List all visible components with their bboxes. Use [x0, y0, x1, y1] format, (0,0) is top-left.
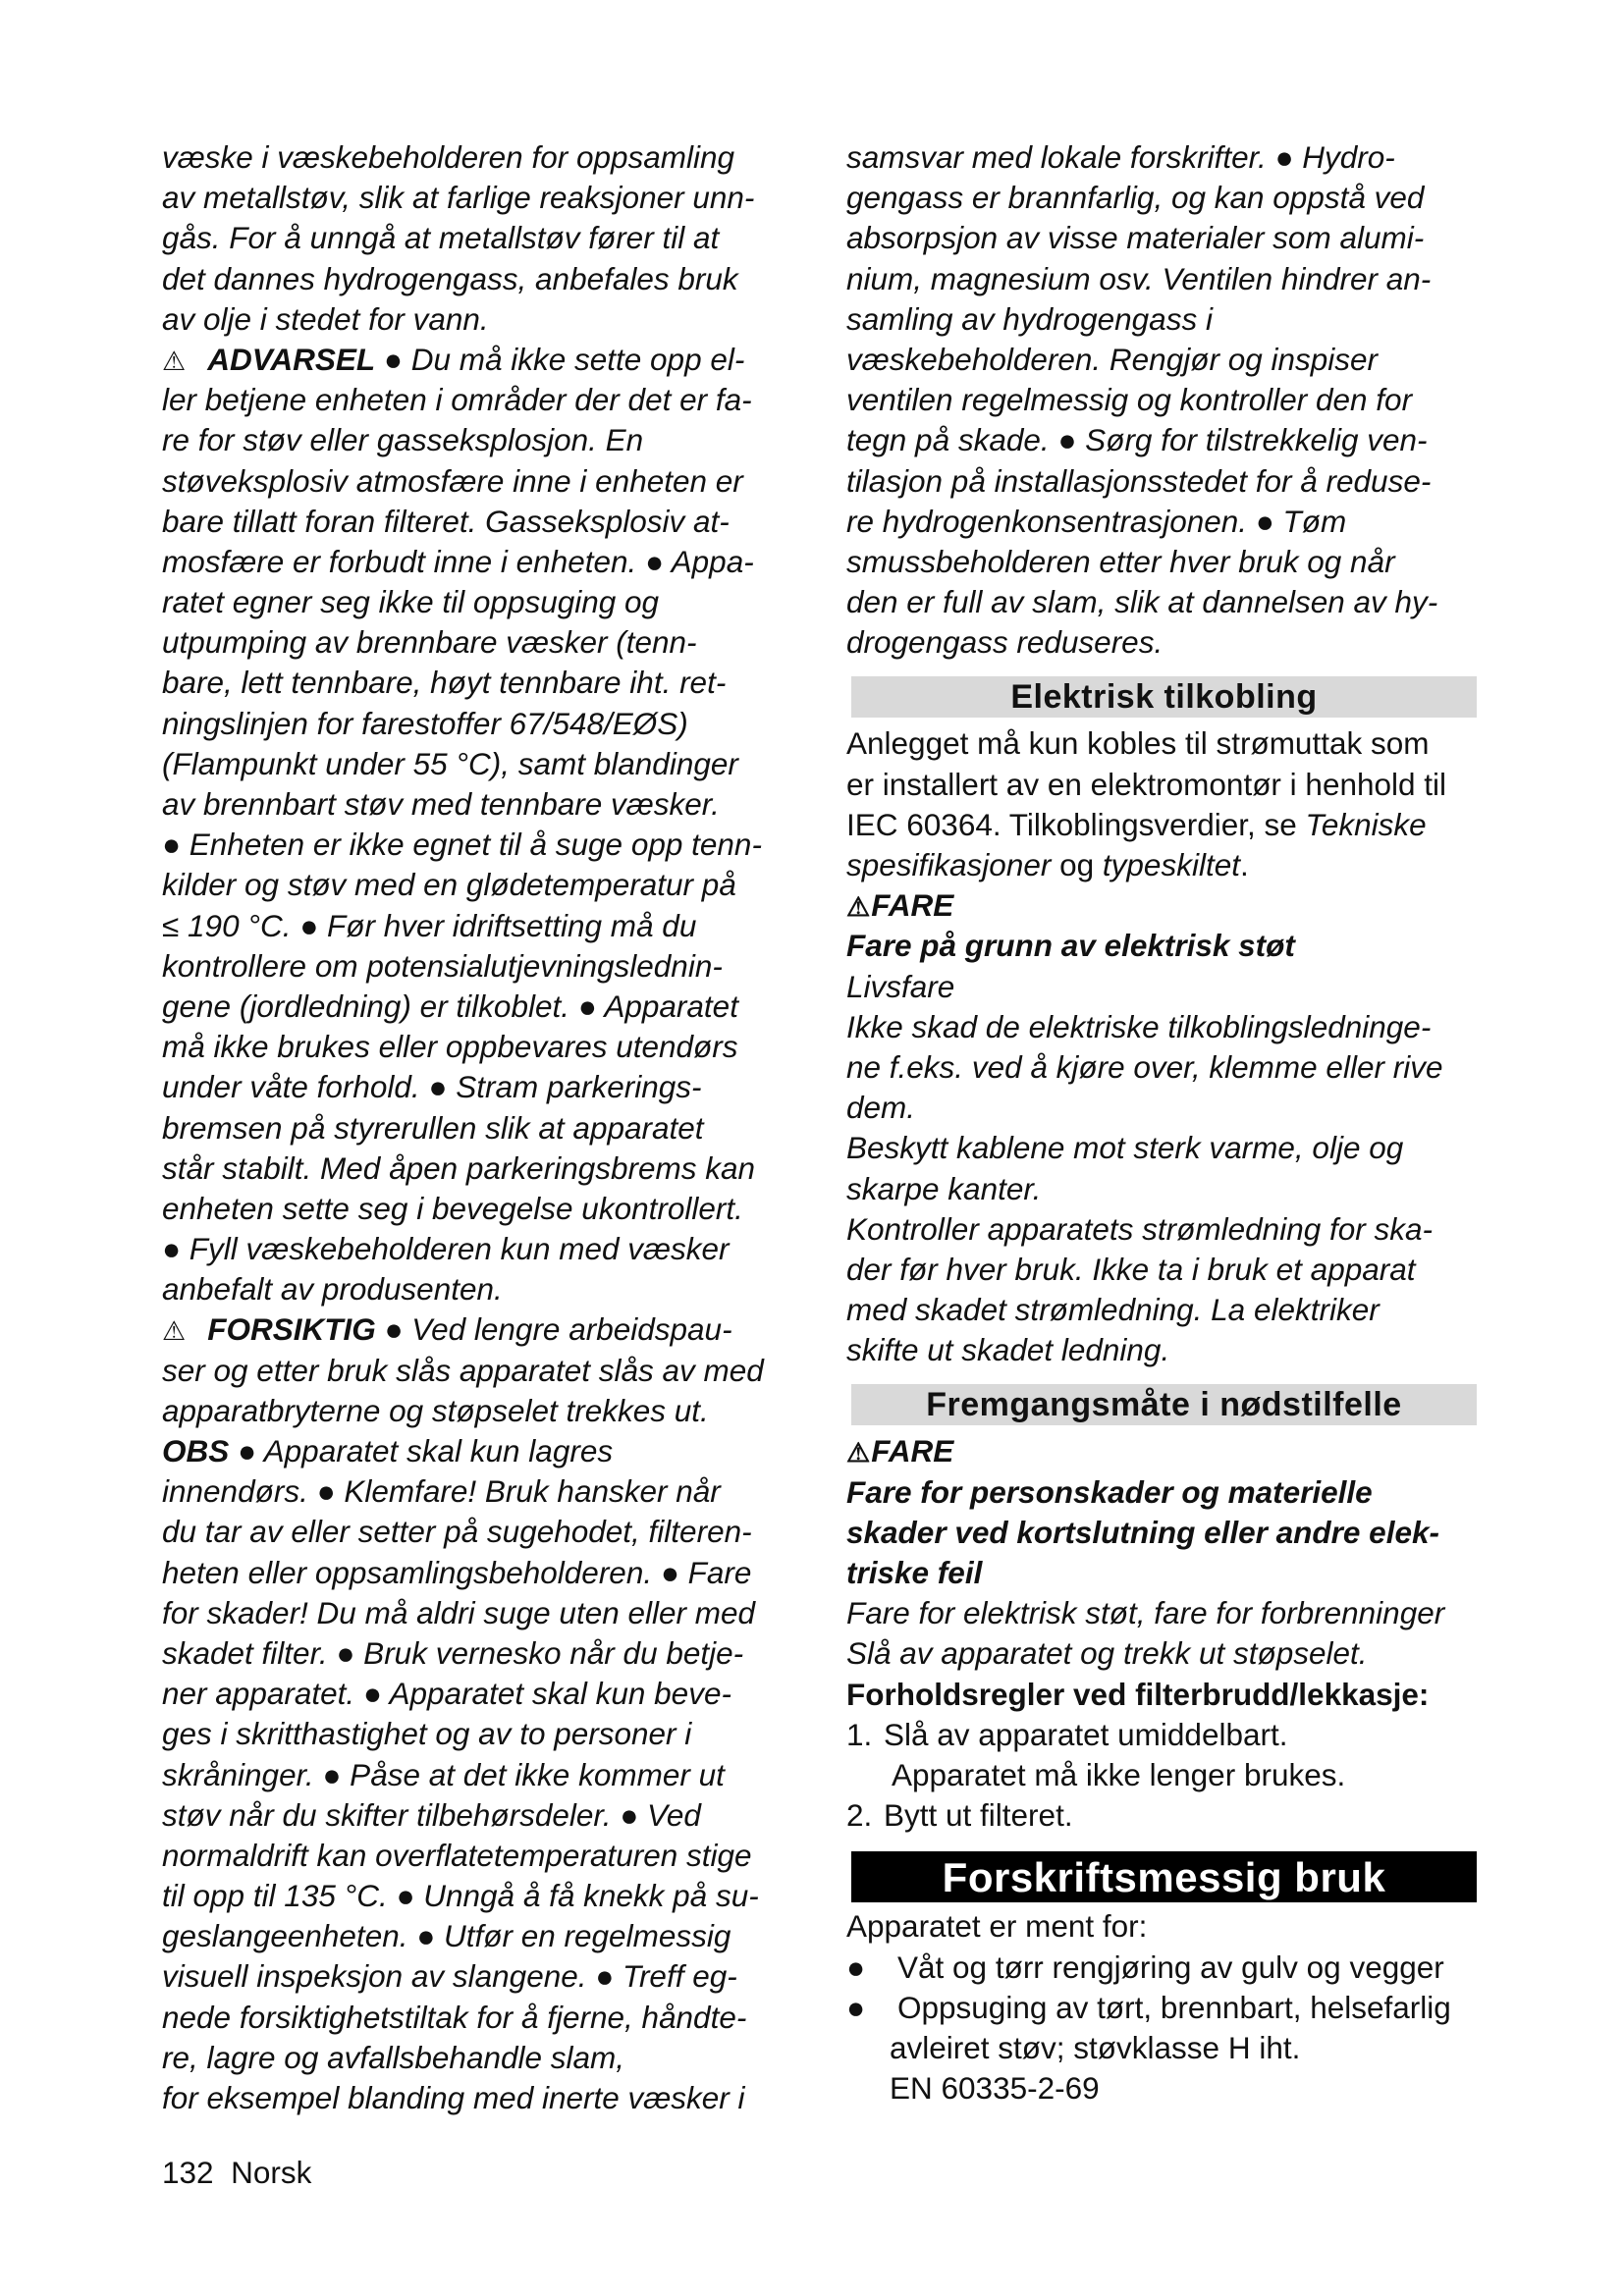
fare-heading-2 [846, 1472, 1477, 1594]
text-line: normaldrift kan overflatetemperaturen stige [162, 1837, 752, 1873]
bullet-text: Oppsuging av tørt, brennbart, helsefarlig [897, 1989, 1451, 2025]
warning-icon: ⚠ [846, 1438, 871, 1468]
footer-language: Norsk [231, 2155, 312, 2190]
text-line: tegn på skade. ● Sørg for tilstrekkelig ven- [846, 422, 1428, 458]
text-line: apparatbryterne og støpselet trekkes ut. [162, 1392, 709, 1428]
fare-label-1: ⚠FARE [846, 887, 954, 924]
text-line: skader ved kortslutning eller andre elek- [846, 1514, 1439, 1550]
forskrift-intro: Apparatet er ment for: [846, 1908, 1148, 1945]
text-line: står stabilt. Med åpen parkeringsbrems kan [162, 1149, 756, 1186]
text-line: (Flampunkt under 55 °C), samt blandinger [162, 745, 738, 781]
text-line: ningslinjen for farestoffer 67/548/EØS) [162, 705, 688, 741]
text-line: væskebeholderen. Rengjør og inspiser [846, 341, 1379, 377]
usage-bullet-line [846, 1948, 1477, 1988]
text-line: heten eller oppsamlingsbeholderen. ● Fare [162, 1554, 752, 1590]
text-line: ne f.eks. ved å kjøre over, klemme eller rive [846, 1048, 1443, 1085]
text-line: skifte ut skadet ledning. [846, 1332, 1170, 1368]
text-line: støv når du skifter tilbehørsdeler. ● Ved [162, 1796, 701, 1833]
fare-body-2 [846, 1593, 1477, 1674]
text-line: kilder og støv med en glødetemperatur på [162, 867, 736, 903]
text-line: må ikke brukes eller oppbevares utendørs [162, 1029, 738, 1065]
text-line: visuell inspeksjon av slangene. ● Treff eg- [162, 1958, 737, 1995]
step-item [846, 1715, 1477, 1755]
text-line: Ikke skad de elektriske tilkoblingsledninge- [846, 1008, 1432, 1044]
bullet-text: EN 60335-2-69 [890, 2070, 1100, 2107]
text-line: under våte forhold. ● Stram parkerings- [162, 1069, 702, 1105]
text-line: geslangeenheten. ● Utfør en regelmessig [162, 1918, 731, 1954]
text-line: ges i skritthastighet og av to personer i [162, 1716, 692, 1752]
step-number: 2. [846, 1797, 873, 1834]
text-line: gene (jordledning) er tilkoblet. ● Apparatet [162, 988, 738, 1024]
text-line: re, lagre og avfallsbehandle slam, [162, 2039, 625, 2075]
text-line: Kontroller apparatets strømledning for ska- [846, 1210, 1434, 1247]
step-text: Slå av apparatet umiddelbart. [884, 1716, 1288, 1752]
page-number: 132 [162, 2155, 214, 2190]
fare-label-2: ⚠FARE [846, 1433, 954, 1469]
text-line: Slå av apparatet og trekk ut støpselet. [846, 1635, 1368, 1672]
text-line: støveksplosiv atmosfære inne i enheten er [162, 462, 743, 499]
text-line: for eksempel blanding med inerte væsker i [162, 2080, 745, 2115]
text-line: mosfære er forbudt inne i enheten. ● Appa- [162, 543, 754, 579]
elektrisk-line: IEC 60364. Tilkoblingsverdier, se Tekniske [846, 806, 1427, 842]
text-line: av olje i stedet for vann. [162, 300, 489, 337]
bullet-text: Våt og tørr rengjøring av gulv og vegger [897, 1949, 1444, 1985]
text-line: ventilen regelmessig og kontroller den for [846, 382, 1413, 418]
text-line: skadet filter. ● Bruk vernesko når du betje- [162, 1634, 744, 1671]
text-line: absorpsjon av visse materialer som alumi- [846, 220, 1425, 256]
text-line: bremsen på styrerullen slik at apparatet [162, 1109, 704, 1146]
warning-icon: ⚠ [846, 892, 871, 923]
text-line: enheten sette seg i bevegelse ukontrollert. [162, 1190, 743, 1226]
text-line: skråninger. ● Påse at det ikke kommer ut [162, 1756, 725, 1792]
text-line: re hydrogenkonsentrasjonen. ● Tøm [846, 503, 1347, 539]
section-heading-nodstilfelle: Fremgangsmåte i nødstilfelle [851, 1384, 1477, 1425]
left-column [162, 137, 790, 2118]
text-line: gengass er brannfarlig, og kan oppstå ved [846, 180, 1425, 216]
step-item [846, 1795, 1477, 1836]
advarsel-label: ADVARSEL [207, 341, 376, 377]
text-line: skarpe kanter. [846, 1170, 1042, 1206]
bullet-text: avleiret støv; støvklasse H iht. [890, 2029, 1301, 2065]
text-line: nede forsiktighetstiltak for å fjerne, håndte- [162, 1999, 747, 2035]
text-line: anbefalt av produsenten. [162, 1271, 503, 1308]
text-line: ler betjene enheten i områder der det er fa- [162, 382, 752, 418]
text-line: av brennbart støv med tennbare væsker. [162, 786, 720, 822]
text-line: Fare for personskader og materielle [846, 1473, 1373, 1510]
right-paragraph-1 [846, 137, 1477, 663]
text-line: innendørs. ● Klemfare! Bruk hansker når [162, 1473, 721, 1510]
forsiktig-label: FORSIKTIG [207, 1311, 376, 1348]
text-line: dem. [846, 1090, 916, 1126]
text-line: den er full av slam, slik at dannelsen av hy- [846, 584, 1438, 620]
steps-list [846, 1715, 1477, 1837]
text-line: ● Enheten er ikke egnet til å suge opp tenn- [162, 827, 762, 863]
step-subtext: Apparatet må ikke lenger brukes. [892, 1756, 1346, 1792]
bullet-icon: ● [846, 1949, 866, 1985]
text-line: av metallstøv, slik at farlige reaksjoner unn- [162, 180, 755, 216]
warning-icon: ⚠ [162, 1316, 187, 1347]
text-line: drogengass reduseres. [846, 624, 1164, 661]
obs-label: OBS [162, 1433, 230, 1468]
text-line: Beskytt kablene mot sterk varme, olje og [846, 1130, 1404, 1166]
text-line: bare, lett tennbare, høyt tennbare iht. ret- [162, 665, 727, 701]
bullet-icon: ● [846, 1989, 866, 2025]
text-line: du tar av eller setter på sugehodet, filteren- [162, 1514, 752, 1550]
text-line: væske i væskebeholderen for oppsamling [162, 139, 735, 175]
forholdsregler-heading: Forholdsregler ved filterbrudd/lekkasje: [846, 1676, 1430, 1712]
usage-bullet-line [846, 2028, 1477, 2068]
text-line: bare tillatt foran filteret. Gasseksplosiv at- [162, 503, 730, 539]
text-line: ● Fyll væskebeholderen kun med væsker [162, 1231, 730, 1267]
text-line: med skadet strømledning. La elektriker [846, 1292, 1380, 1328]
text-line: der før hver bruk. Ikke ta i bruk et apparat [846, 1251, 1416, 1287]
warning-icon: ⚠ [162, 346, 187, 376]
text-line: utpumping av brennbare væsker (tenn- [162, 624, 697, 661]
elektrisk-line: Anlegget må kun kobles til strømuttak som [846, 725, 1430, 762]
text-line: det dannes hydrogengass, anbefales bruk [162, 260, 738, 296]
fare-body-1 [846, 967, 1477, 1371]
fare-heading-1: Fare på grunn av elektrisk støt [846, 928, 1295, 964]
section-heading-elektrisk: Elektrisk tilkobling [851, 676, 1477, 718]
text-line: triske feil [846, 1555, 983, 1590]
text-line: nium, magnesium osv. Ventilen hindrer an- [846, 260, 1432, 296]
text-line: ≤ 190 °C. ● Før hver idriftsetting må du [162, 907, 697, 943]
usage-bullet-line [846, 2068, 1477, 2109]
text-line: gås. For å unngå at metallstøv fører til at [162, 220, 720, 256]
tekniske-link-text: Tekniske [1305, 806, 1427, 842]
obs-body [162, 1471, 790, 2118]
usage-bullet-line [846, 1988, 1477, 2028]
text-line: kontrollere om potensialutjevningslednin- [162, 947, 723, 984]
advarsel-body [162, 380, 790, 1309]
text-line: samsvar med lokale forskrifter. ● Hydro- [846, 139, 1395, 175]
text-line: ser og etter bruk slås apparatet slås av med [162, 1352, 764, 1388]
usage-bullet-list [846, 1948, 1477, 2109]
forsiktig-line: ⚠ FORSIKTIG ● Ved lengre arbeidspau- [162, 1311, 732, 1348]
step-text: Bytt ut filteret. [884, 1797, 1073, 1834]
text-line: Fare for elektrisk støt, fare for forbrenninger [846, 1595, 1445, 1631]
section-heading-forskrift: Forskriftsmessig bruk [851, 1851, 1477, 1902]
text-line: smussbeholderen etter hver bruk og når [846, 543, 1395, 579]
page-footer [162, 2155, 311, 2191]
text-line: ratet egner seg ikke til oppsuging og [162, 584, 660, 620]
text-line: ner apparatet. ● Apparatet skal kun beve- [162, 1676, 731, 1712]
elektrisk-line: spesifikasjoner og typeskiltet. [846, 847, 1249, 882]
obs-line: OBS ● Apparatet skal kun lagres [162, 1433, 614, 1468]
text-line: til opp til 135 °C. ● Unngå å få knekk på su- [162, 1878, 759, 1914]
elektrisk-line: er installert av en elektromontør i henhold til [846, 766, 1447, 802]
forsiktig-body [162, 1351, 790, 1431]
left-paragraph-1 [162, 137, 790, 340]
text-line: tilasjon på installasjonsstedet for å reduse- [846, 462, 1432, 499]
step-number: 1. [846, 1716, 873, 1752]
text-line: Livsfare [846, 968, 955, 1004]
advarsel-line: ⚠ ADVARSEL ● Du må ikke sette opp el- [162, 341, 745, 377]
text-line: for skader! Du må aldri suge uten eller med [162, 1594, 756, 1630]
text-line: samling av hydrogengass i [846, 300, 1213, 337]
right-column [846, 137, 1477, 2109]
text-line: re for støv eller gasseksplosjon. En [162, 422, 644, 458]
